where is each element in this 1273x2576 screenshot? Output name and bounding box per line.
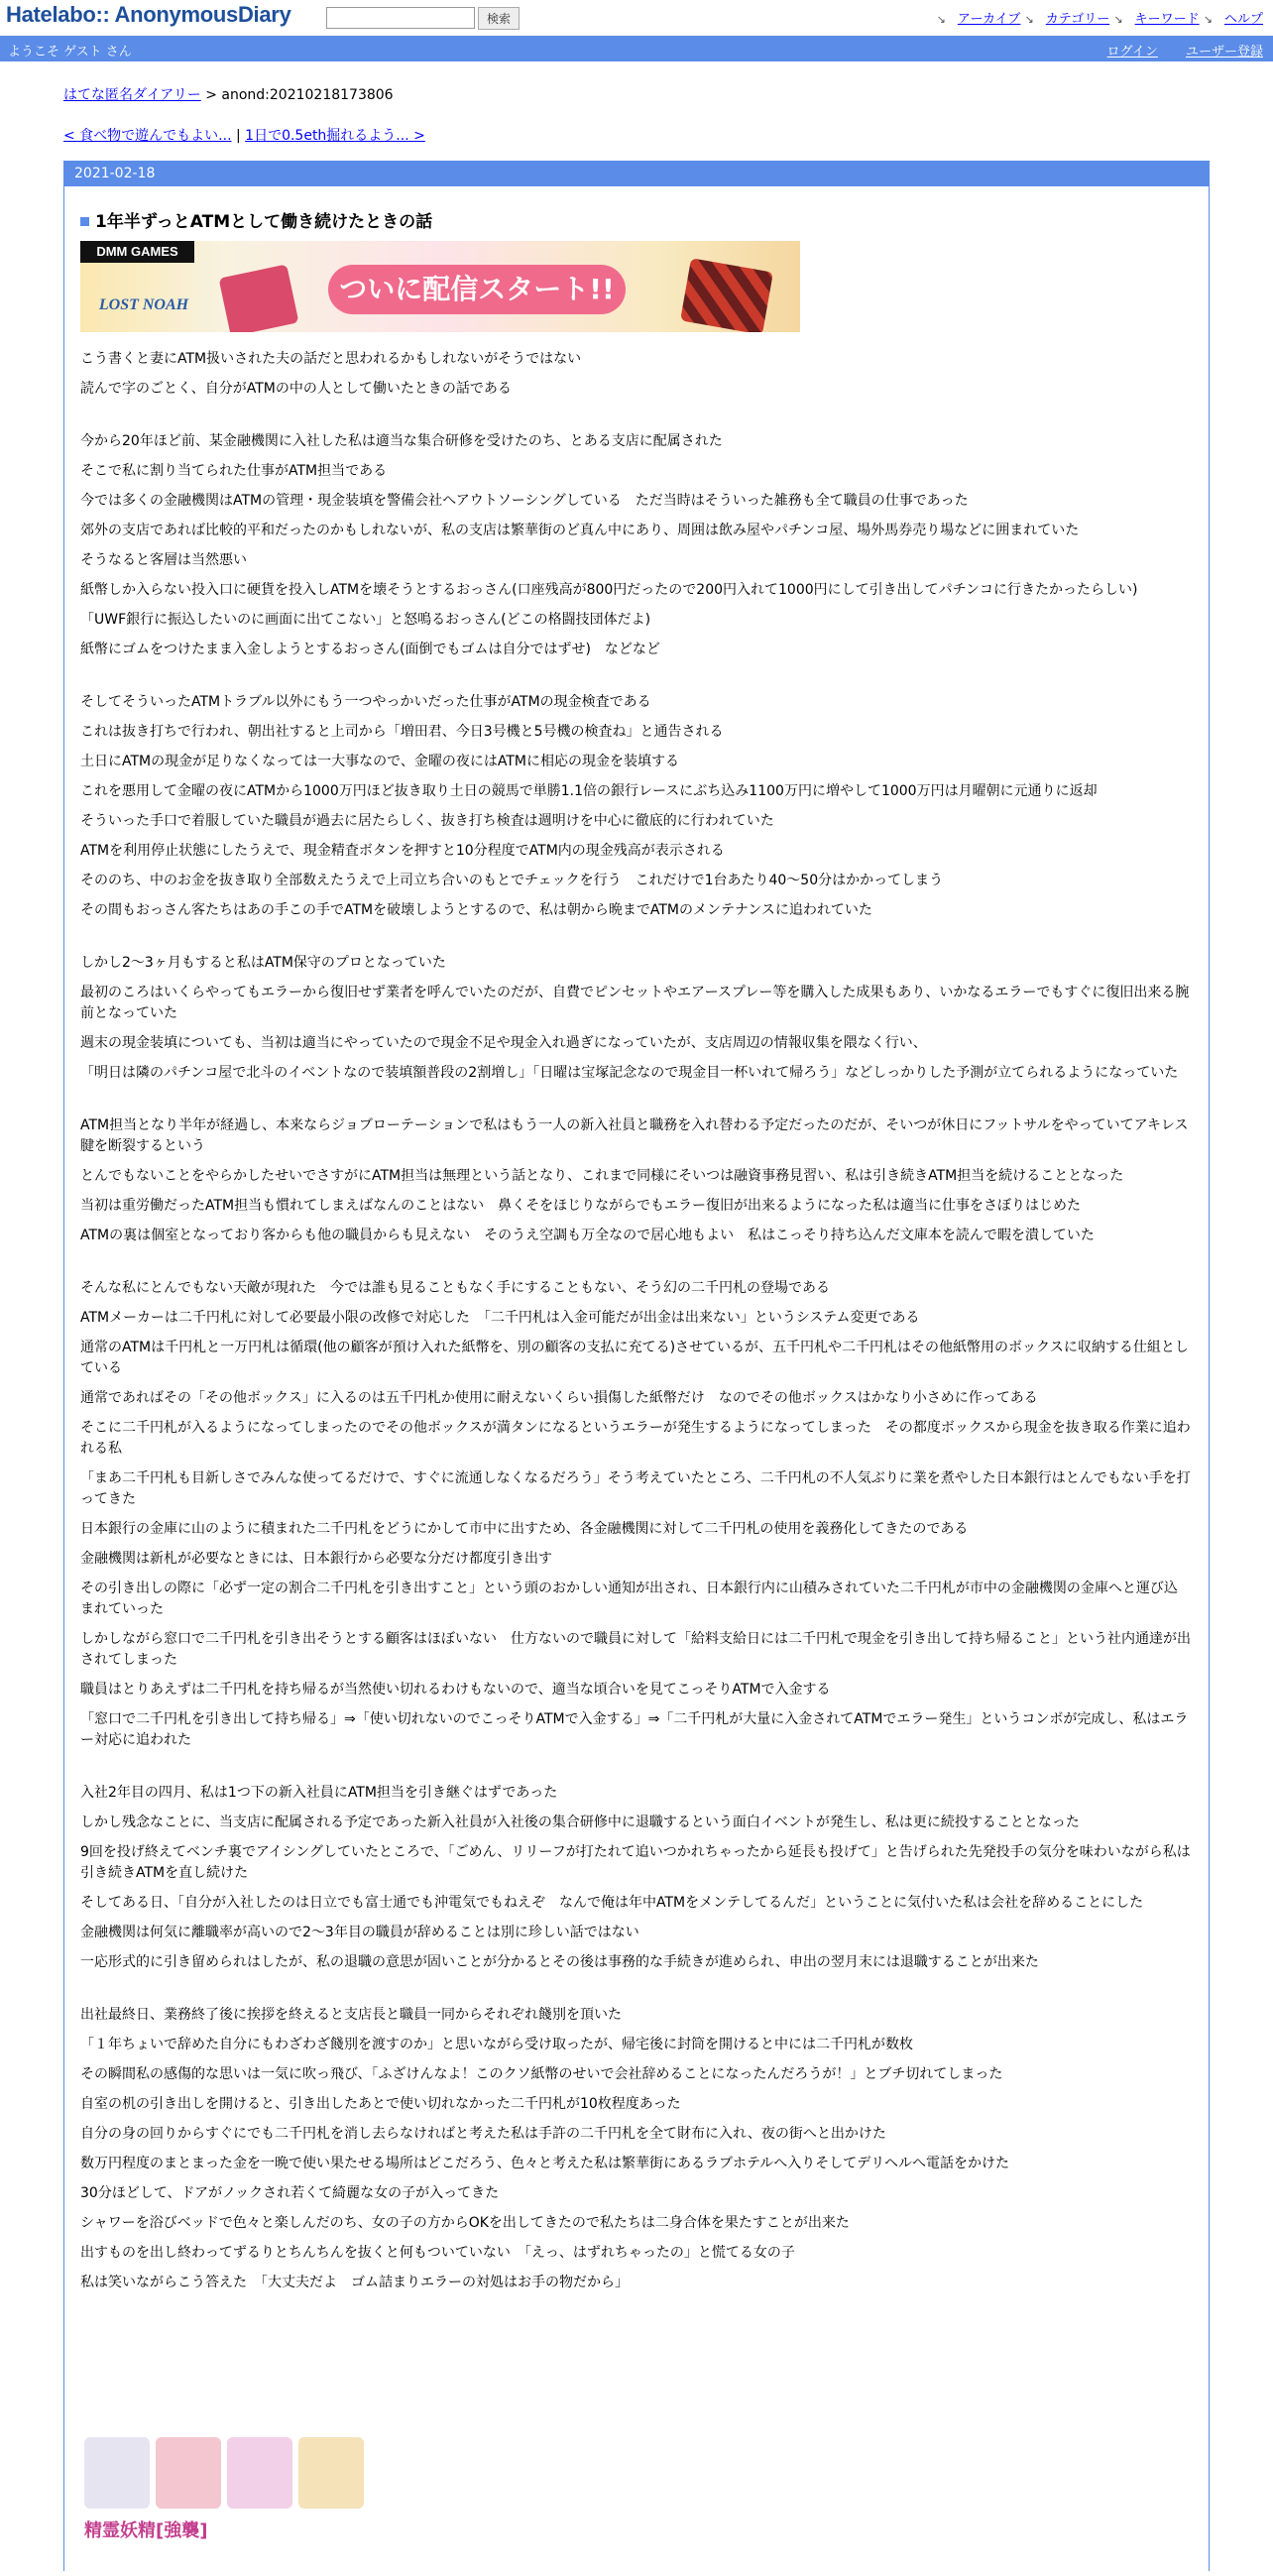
arrow-icon: ↘ bbox=[1024, 13, 1034, 26]
entry-title bbox=[80, 207, 432, 232]
body-line: その瞬間私の感傷的な思いは一気に吹っ飛び、「ふざけんなよ！このクソ紙幣のせいで会社辞めることになったんだろうが！」とブチ切れてしまった bbox=[80, 2066, 1003, 2082]
arrow-icon: ↘ bbox=[936, 13, 946, 26]
paragraph-gap bbox=[80, 1250, 1191, 1273]
body-line: 今では多くの金融機関はATMの管理・現金装填を警備会社へアウトソーシングしている ただ当時はそういった雑務も全て職員の仕事であった bbox=[80, 493, 969, 509]
character-thumbnail bbox=[84, 2437, 150, 2509]
body-line: 読んで字のごとく、自分がATMの中の人として働いたときの話である bbox=[80, 381, 512, 397]
entry-date: 2021-02-18 bbox=[64, 162, 1209, 186]
body-line: 土日にATMの現金が足りなくなっては一大事なので、金曜の夜にはATMに相応の現金を装填する bbox=[80, 754, 679, 769]
entry-box bbox=[63, 161, 1210, 2571]
body-line: 日本銀行の金庫に山のように積まれた二千円札をどうにかして市中に出すため、各金融機関に対して二千円札の使用を義務化してきたのである bbox=[80, 1521, 969, 1537]
banner-tagline: ついに配信スタート!! bbox=[328, 265, 626, 314]
register-link[interactable]: ユーザー登録 bbox=[1185, 45, 1263, 59]
entry-title-text[interactable]: 1年半ずっとATMとして働き続けたときの話 bbox=[95, 212, 433, 232]
dmm-games-logo: DMM GAMES bbox=[80, 241, 194, 263]
paragraph-gap bbox=[80, 1755, 1191, 1778]
arrow-icon: ↘ bbox=[1203, 13, 1213, 26]
thumbnail-caption: 精霊妖精[強襲] bbox=[84, 2520, 208, 2541]
body-line: 「窓口で二千円札を引き出して持ち帰る」⇒「使い切れないのでこっそりATMで入金する」⇒「二千円札が大量に入金されてATMでエラー発生」というコンボが完成し、私はエラー対応に追われた bbox=[80, 1711, 1189, 1748]
site-logo[interactable]: Hatelabo:: AnonymousDiary bbox=[6, 2, 291, 27]
body-line: そののち、中のお金を抜き取り全部数えたうえで上司立ち合いのもとでチェックを行う これだけで1台あたり40～50分はかかってしまう bbox=[80, 873, 944, 888]
paragraph-gap bbox=[80, 664, 1191, 687]
ad-banner[interactable] bbox=[80, 241, 800, 332]
body-line: 出すものを出し終わってずるりとちんちんを抜くと何もついていない 「えっ、はずれちゃったの」と慌てる女の子 bbox=[80, 2245, 795, 2261]
next-entry-link[interactable]: 1日で0.5eth掘れるよう... > bbox=[245, 128, 425, 144]
body-line: これは抜き打ちで行われ、朝出社すると上司から「増田君、今日3号機と5号機の検査ね」と通告される bbox=[80, 724, 724, 740]
gift-box-icon bbox=[219, 264, 299, 332]
body-line: シャワーを浴びベッドで色々と楽しんだのち、女の子の方からOKを出してきたので私たちは二身合体を果たすことが出来た bbox=[80, 2215, 850, 2231]
square-bullet-icon bbox=[80, 217, 89, 226]
archive-link[interactable]: アーカイブ bbox=[957, 12, 1021, 27]
body-line: 9回を投げ終えてベンチ裏でアイシングしていたところで、「ごめん、リリーフが打たれて追いつかれちゃったから延長も投げて」と告げられた先発投手の気分を味わいながら私は引き続きATMを直し続けた bbox=[80, 1844, 1191, 1881]
body-line: 入社2年目の四月、私は1つ下の新入社員にATM担当を引き継ぐはずであった bbox=[80, 1785, 558, 1801]
body-line: こう書くと妻にATM扱いされた夫の話だと思われるかもしれないがそうではない bbox=[80, 351, 582, 367]
body-line: しかし残念なことに、当支店に配属される予定であった新入社員が入社後の集合研修中に退職するという面白イベントが発生し、私は更に続投することとなった bbox=[80, 1815, 1080, 1830]
search-input[interactable] bbox=[326, 7, 475, 29]
arrow-icon: ↘ bbox=[1113, 13, 1123, 26]
character-thumbnail bbox=[227, 2437, 292, 2509]
body-line: 「１年ちょいで辞めた自分にもわざわざ餞別を渡すのか」と思いながら受け取ったが、帰宅後に封筒を開けると中には二千円札が数枚 bbox=[80, 2037, 913, 2052]
body-line: ATMを利用停止状態にしたうえで、現金精査ボタンを押すと10分程度でATM内の現金残高が表示される bbox=[80, 843, 725, 859]
body-line: 郊外の支店であれば比較的平和だったのかもしれないが、私の支店は繁華街のど真ん中にあり、周囲は飲み屋やパチンコ屋、場外馬券売り場などに囲まれていた bbox=[80, 523, 1080, 538]
prev-entry-link[interactable]: < 食べ物で遊んでもよい... bbox=[63, 128, 232, 144]
paragraph-gap bbox=[80, 1977, 1191, 2000]
body-line: ATMメーカーは二千円札に対して必要最小限の改修で対応した 「二千円札は入金可能だが出金は出来ない」というシステム変更である bbox=[80, 1310, 920, 1326]
body-line: 紙幣にゴムをつけたまま入金しようとするおっさん(面倒でもゴムは自分ではずせ) などなど bbox=[80, 642, 660, 657]
body-line: そしてそういったATMトラブル以外にもう一つやっかいだった仕事がATMの現金検査である bbox=[80, 694, 651, 710]
body-line: しかしながら窓口で二千円札を引き出そうとする顧客はほぼいない 仕方ないので職員に対して「給料支給日には二千円札で現金を引き出して持ち帰ること」という社内通達が出されてしまった bbox=[80, 1631, 1191, 1668]
breadcrumb-home-link[interactable]: はてな匿名ダイアリー bbox=[63, 87, 201, 103]
character-thumbnail bbox=[156, 2437, 221, 2509]
body-line: 金融機関は新札が必要なときには、日本銀行から必要な分だけ都度引き出す bbox=[80, 1551, 552, 1567]
breadcrumb-current: anond:20210218173806 bbox=[221, 87, 394, 103]
body-line: そうなると客層は当然悪い bbox=[80, 552, 247, 568]
body-line: 通常のATMは千円札と一万円札は循環(他の顧客が預け入れた紙幣を、別の顧客の支払に充てる)させているが、五千円札や二千円札はその他紙幣用のボックスに収納する仕組としている bbox=[80, 1340, 1189, 1376]
body-line: ATM担当となり半年が経過し、本来ならジョブローテーションで私はもう一人の新入社員と職務を入れ替わる予定だったのだが、そいつが休日にフットサルをやっていてアキレス腱を断裂するという bbox=[80, 1117, 1189, 1154]
body-line: 自分の身の回りからすぐにでも二千円札を消し去らなければと考えた私は手許の二千円札を全て財布に入れ、夜の街へと出かけた bbox=[80, 2126, 886, 2142]
body-line: 私は笑いながらこう答えた 「大丈夫だよ ゴム詰まりエラーの対処はお手の物だから」 bbox=[80, 2275, 629, 2290]
body-line: 最初のころはいくらやってもエラーから復旧せず業者を呼んでいたのだが、自費でピンセットやエアースプレー等を購入した成果もあり、いかなるエラーでもすぐに復旧出来る腕前となっていた bbox=[80, 985, 1190, 1021]
help-link[interactable]: ヘルプ bbox=[1223, 12, 1263, 27]
entry-body bbox=[80, 344, 1191, 2297]
body-line: そしてある日、「自分が入社したのは日立でも富士通でも沖電気でもねえぞ なんで俺は年中ATMをメンテしてるんだ」ということに気付いた私は会社を辞めることにした bbox=[80, 1895, 1144, 1911]
body-line: これを悪用して金曜の夜にATMから1000万円ほど抜き取り土日の競馬で単勝1.1倍の銀行レースにぶち込み1100万円に増やして1000万円は月曜朝に元通りに返却 bbox=[80, 783, 1098, 799]
gift-box-icon bbox=[680, 258, 773, 332]
body-line: 「まあ二千円札も目新しさでみんな使ってるだけで、すぐに流通しなくなるだろう」そう考えていたところ、二千円札の不人気ぶりに業を煮やした日本銀行はとんでもない手を打ってきた bbox=[80, 1470, 1191, 1507]
body-line: とんでもないことをやらかしたせいでさすがにATM担当は無理という話となり、これまで同様にそいつは融資事務見習い、私は引き続きATM担当を続けることとなった bbox=[80, 1168, 1124, 1184]
category-link[interactable]: カテゴリー bbox=[1045, 12, 1110, 27]
character-thumbnail bbox=[298, 2437, 364, 2509]
body-line: ATMの裏は個室となっており客からも他の職員からも見えない そのうえ空調も万全なので居心地もよい 私はこっそり持ち込んだ文庫本を読んで暇を潰していた bbox=[80, 1228, 1095, 1243]
body-line: そこに二千円札が入るようになってしまったのでその他ボックスが満タンになるというエラーが発生するようになってしまった その都度ボックスから現金を抜き取る作業に追われる私 bbox=[80, 1420, 1191, 1457]
body-line: 当初は重労働だったATM担当も慣れてしまえばなんのことはない 鼻くそをほじりながらでもエラー復旧が出来るようになった私は適当に仕事をさぼりはじめた bbox=[80, 1198, 1081, 1214]
body-line: 「UWF銀行に振込したいのに画面に出てこない」と怒鳴るおっさん(どこの格闘技団体だよ) bbox=[80, 612, 651, 628]
body-line: 職員はとりあえずは二千円札を持ち帰るが当然使い切れるわけもないので、適当な頃合いを見てこっそりATMで入金する bbox=[80, 1682, 831, 1698]
body-line: その引き出しの際に「必ず一定の割合二千円札を引き出すこと」という頭のおかしい通知が出され、日本銀行内に山積みされていた二千円札が市中の金融機関の金庫へと運び込まれていった bbox=[80, 1581, 1178, 1617]
body-line: 今から20年ほど前、某金融機関に入社した私は適当な集合研修を受けたのち、とある支店に配属された bbox=[80, 433, 723, 449]
body-line: 「明日は隣のパチンコ屋で北斗のイベントなので装填額普段の2割増し」「日曜は宝塚記念なので現金目一杯いれて帰ろう」などしっかりした予測が立てられるようになっていた bbox=[80, 1065, 1179, 1081]
search-button[interactable]: 検索 bbox=[478, 7, 520, 30]
breadcrumb-separator: > bbox=[200, 87, 222, 103]
body-line: 金融機関は何気に離職率が高いので2～3年目の職員が辞めることは別に珍しい話ではない bbox=[80, 1925, 639, 1940]
account-links bbox=[1083, 41, 1263, 59]
body-line: そういった手口で着服していた職員が過去に居たらしく、抜き打ち検査は週明けを中心に徹底的に行われていた bbox=[80, 813, 774, 829]
body-line: 数万円程度のまとまった金を一晩で使い果たせる場所はどこだろう、色々と考えた私は繁華街にあるラブホテルへ入りそしてデリヘルへ電話をかけた bbox=[80, 2156, 1010, 2171]
nav-separator: | bbox=[231, 128, 246, 144]
top-bar bbox=[0, 0, 1273, 36]
game-logo: LOST NOAH bbox=[98, 296, 189, 313]
paragraph-gap bbox=[80, 1088, 1191, 1111]
breadcrumb bbox=[63, 84, 394, 104]
body-line: 通常であればその「その他ボックス」に入るのは五千円札か使用に耐えないくらい損傷した紙幣だけ なのでその他ボックスはかなり小さめに作ってある bbox=[80, 1390, 1038, 1406]
welcome-text: ようこそ ゲスト さん bbox=[8, 45, 132, 59]
body-line: 週末の現金装填についても、当初は適当にやっていたので現金不足や現金入れ過ぎになっていたが、支店周辺の情報収集を隈なく行い、 bbox=[80, 1035, 927, 1051]
body-line: 自室の机の引き出しを開けると、引き出したあとで使い切れなかった二千円札が10枚程度あった bbox=[80, 2096, 681, 2112]
login-link[interactable]: ログイン bbox=[1106, 45, 1158, 59]
body-line: 一応形式的に引き留められはしたが、私の退職の意思が固いことが分かるとその後は事務的な手続きが進められ、申出の翌月末には退職することが出来た bbox=[80, 1954, 1039, 1970]
paragraph-gap bbox=[80, 404, 1191, 426]
body-line: その間もおっさん客たちはあの手この手でATMを破壊しようとするので、私は朝から晩までATMのメンテナンスに追われていた bbox=[80, 902, 872, 918]
body-line: しかし2～3ヶ月もすると私はATM保守のプロとなっていた bbox=[80, 955, 446, 971]
welcome-strip bbox=[0, 36, 1273, 61]
body-line: 出社最終日、業務終了後に挨拶を終えると支店長と職員一同からそれぞれ餞別を頂いた bbox=[80, 2007, 622, 2023]
body-line: そこで私に割り当てられた仕事がATM担当である bbox=[80, 463, 388, 479]
body-line: 30分ほどして、ドアがノックされ若くて綺麗な女の子が入ってきた bbox=[80, 2185, 500, 2201]
paragraph-gap bbox=[80, 925, 1191, 948]
top-links bbox=[937, 8, 1263, 27]
ad-thumbnails[interactable] bbox=[84, 2437, 372, 2576]
body-line: そんな私にとんでもない天敵が現れた 今では誰も見ることもなく手にすることもない、そう幻の二千円札の登場である bbox=[80, 1280, 830, 1296]
body-line: 紙幣しか入らない投入口に硬貨を投入しATMを壊そうとするおっさん(口座残高が800円だったので200円入れて1000円にして引き出してパチンコに行きたかったらしい) bbox=[80, 582, 1138, 598]
keyword-link[interactable]: キーワード bbox=[1134, 12, 1200, 27]
entry-navigation bbox=[63, 125, 425, 145]
